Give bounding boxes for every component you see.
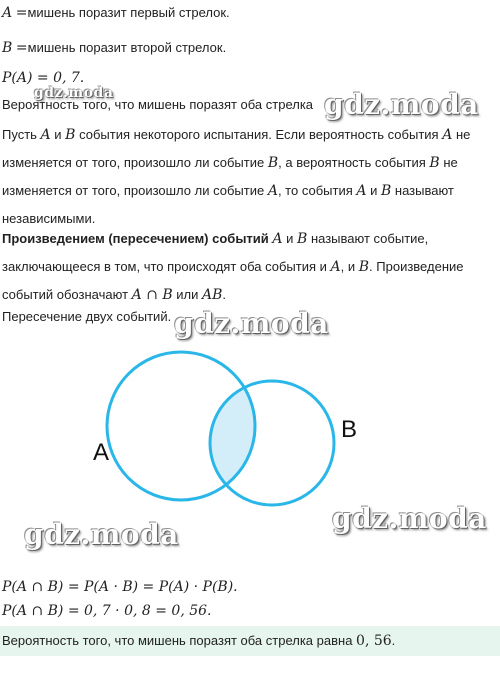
event-a-definition (2, 3, 230, 23)
answer-text: Вероятность того, что мишень поразят оба стрелка равна (2, 633, 357, 648)
both-hit-question: Вероятность того, что мишень поразят оба стрелка (2, 97, 314, 112)
product-formula: P(A ∩ B) = P(A · B) = P(A) · P(B). (2, 579, 238, 595)
var-a: A (2, 5, 13, 21)
label-b: B (341, 416, 358, 443)
equals-sign: = (15, 40, 28, 56)
independence-definition (2, 121, 498, 232)
def-line-2: изменяется от того, произошло ли событие B, а вероятность события B не (2, 155, 458, 171)
event-b-definition (2, 38, 226, 58)
prod-line-3: событий обозначают A ∩ B или AB. (2, 287, 227, 303)
watermark: gdz.moda (24, 518, 179, 551)
watermark: gdz.moda (174, 307, 329, 340)
probability-a-formula: P(A) = 0, 7. (2, 70, 85, 86)
answer-value: 0, 56 (356, 633, 392, 649)
prod-line-1: Произведением (пересечением) событий A и B называют событие, (2, 231, 429, 247)
def-line-1: Пусть A и B события некоторого испытания. Если вероятность события A не (2, 127, 471, 143)
var-b: B (2, 40, 13, 56)
def-line-3: изменяется от того, произошло ли событие A, то события A и B называют (2, 183, 454, 199)
event-a-text: мишень поразит первый стрелок. (27, 5, 230, 20)
label-a: A (93, 439, 110, 466)
watermark: gdz.moda (324, 88, 479, 121)
intersection-caption: Пересечение двух событий. (2, 309, 172, 324)
prod-line-2: заключающееся в том, что происходят оба события и A, и B. Произведение (2, 259, 464, 275)
product-definition (2, 225, 498, 309)
watermark: gdz.moda (332, 502, 487, 535)
answer-line: Вероятность того, что мишень поразят оба стрелка равна 0, 56. (2, 633, 396, 649)
event-b-text: мишень поразит второй стрелок. (27, 40, 227, 55)
equals-sign: = (15, 5, 28, 21)
def-line-4: независимыми. (2, 211, 96, 226)
product-calculation: P(A ∩ B) = 0, 7 · 0, 8 = 0, 56. (2, 603, 212, 619)
watermark: gdz.moda (34, 85, 114, 101)
